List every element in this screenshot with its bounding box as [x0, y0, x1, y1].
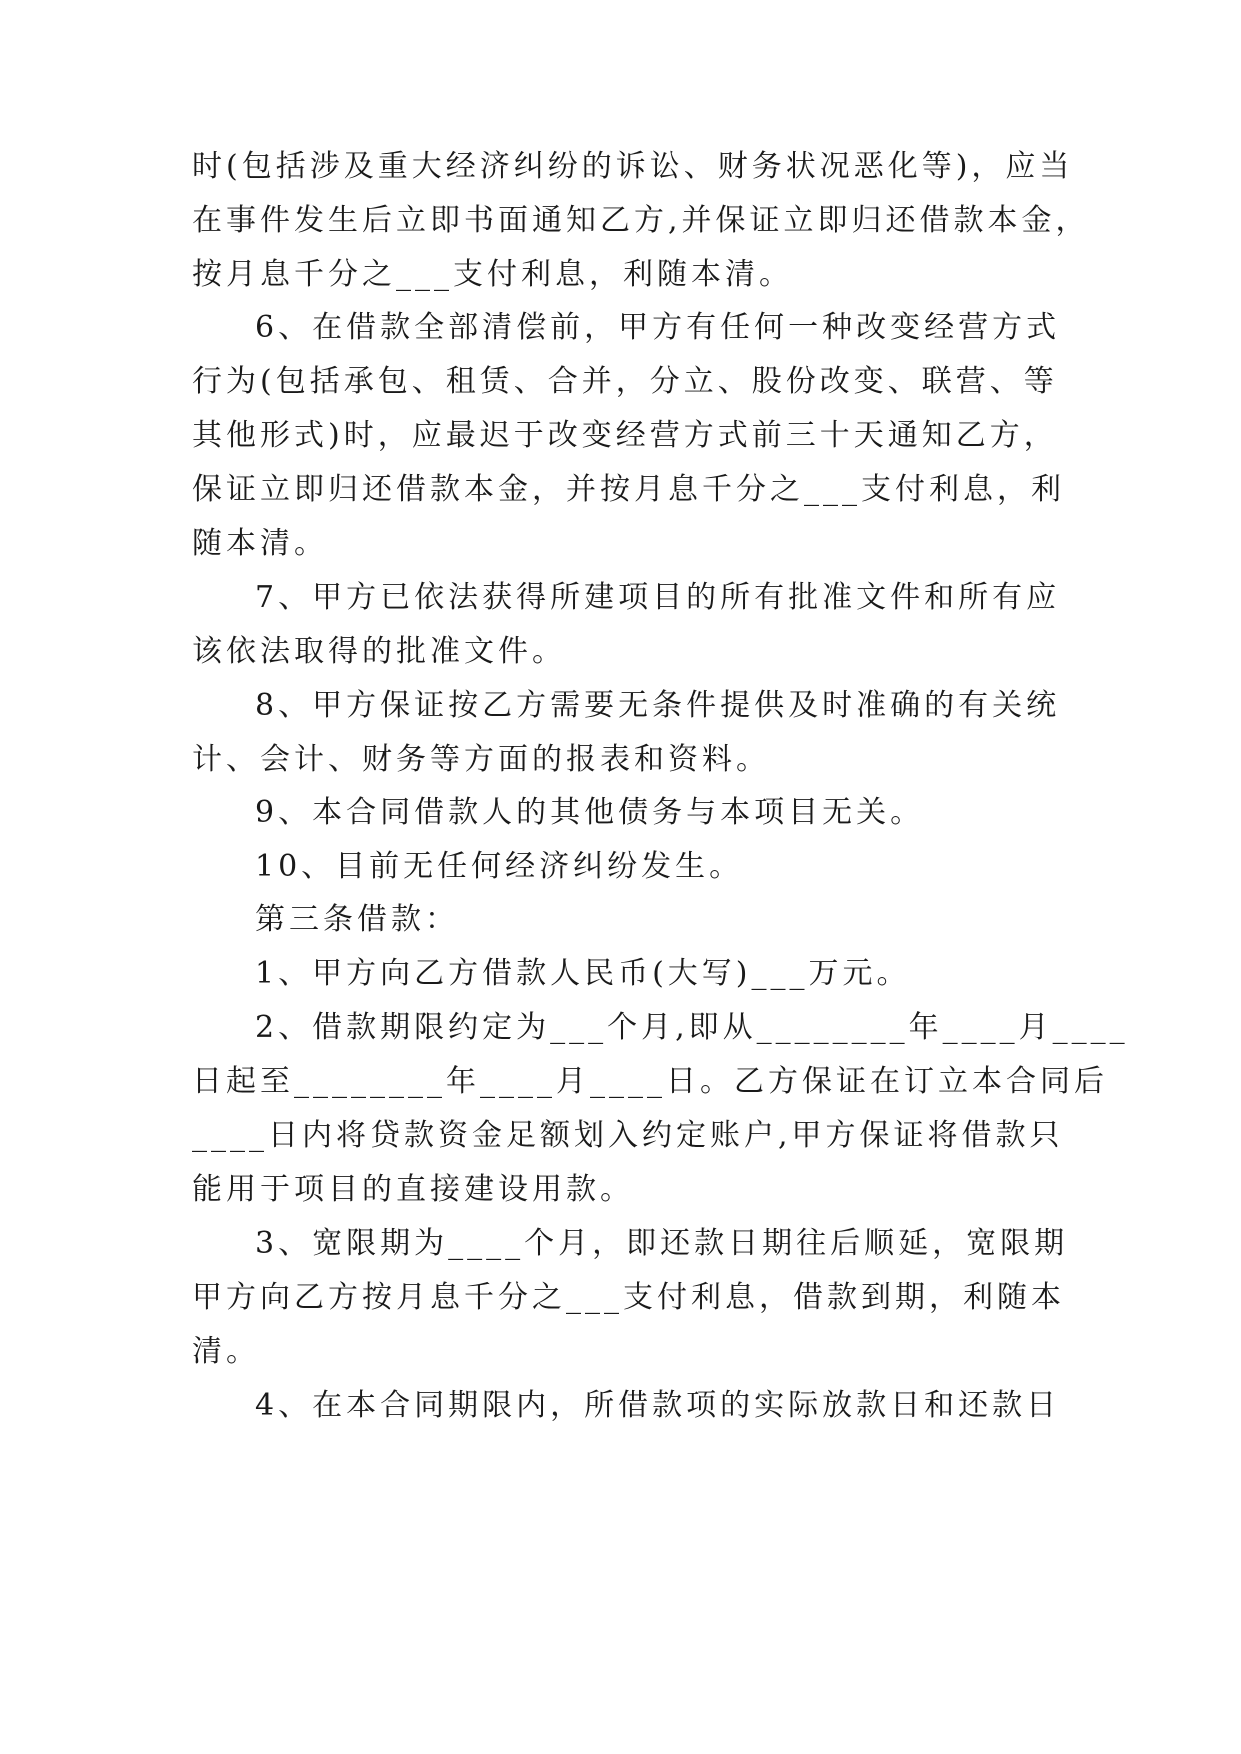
- text-line: 8、甲方保证按乙方需要无条件提供及时准确的有关统: [255, 688, 1061, 723]
- text-line: 其他形式)时，应最迟于改变经营方式前三十天通知乙方，: [192, 418, 1058, 453]
- text-line: 7、甲方已依法获得所建项目的所有批准文件和所有应: [255, 580, 1061, 615]
- text-line: 清。: [192, 1334, 260, 1369]
- text-line: 2、借款期限约定为___个月,即从________年____月____: [255, 1010, 1129, 1045]
- text-line: 能用于项目的直接建设用款。: [192, 1172, 634, 1207]
- text-line: ____日内将贷款资金足额划入约定账户,甲方保证将借款只: [192, 1118, 1064, 1153]
- text-line: 10、目前无任何经济纠纷发生。: [255, 849, 744, 884]
- text-line: 该依法取得的批准文件。: [192, 634, 566, 669]
- text-line: 计、会计、财务等方面的报表和资料。: [192, 742, 770, 777]
- text-line: 在事件发生后立即书面通知乙方,并保证立即归还借款本金，: [192, 203, 1090, 238]
- section-heading: 第三条借款：: [255, 902, 459, 937]
- text-line: 甲方向乙方按月息千分之___支付利息，借款到期，利随本: [192, 1280, 1065, 1315]
- text-line: 9、本合同借款人的其他债务与本项目无关。: [255, 795, 925, 830]
- text-line: 按月息千分之___支付利息，利随本清。: [192, 257, 793, 292]
- text-line: 时(包括涉及重大经济纠纷的诉讼、财务状况恶化等)，应当: [192, 149, 1074, 184]
- text-line: 3、宽限期为____个月，即还款日期往后顺延，宽限期: [255, 1226, 1069, 1261]
- text-line: 6、在借款全部清偿前，甲方有任何一种改变经营方式: [255, 310, 1061, 345]
- text-line: 1、甲方向乙方借款人民币(大写)___万元。: [255, 956, 911, 991]
- text-line: 4、在本合同期限内，所借款项的实际放款日和还款日: [255, 1388, 1061, 1423]
- text-line: 随本清。: [192, 526, 328, 561]
- text-line: 日起至________年____月____日。乙方保证在订立本合同后: [192, 1064, 1108, 1099]
- text-line: 保证立即归还借款本金，并按月息千分之___支付利息，利: [192, 472, 1065, 507]
- text-line: 行为(包括承包、租赁、合并，分立、股份改变、联营、等: [192, 364, 1058, 399]
